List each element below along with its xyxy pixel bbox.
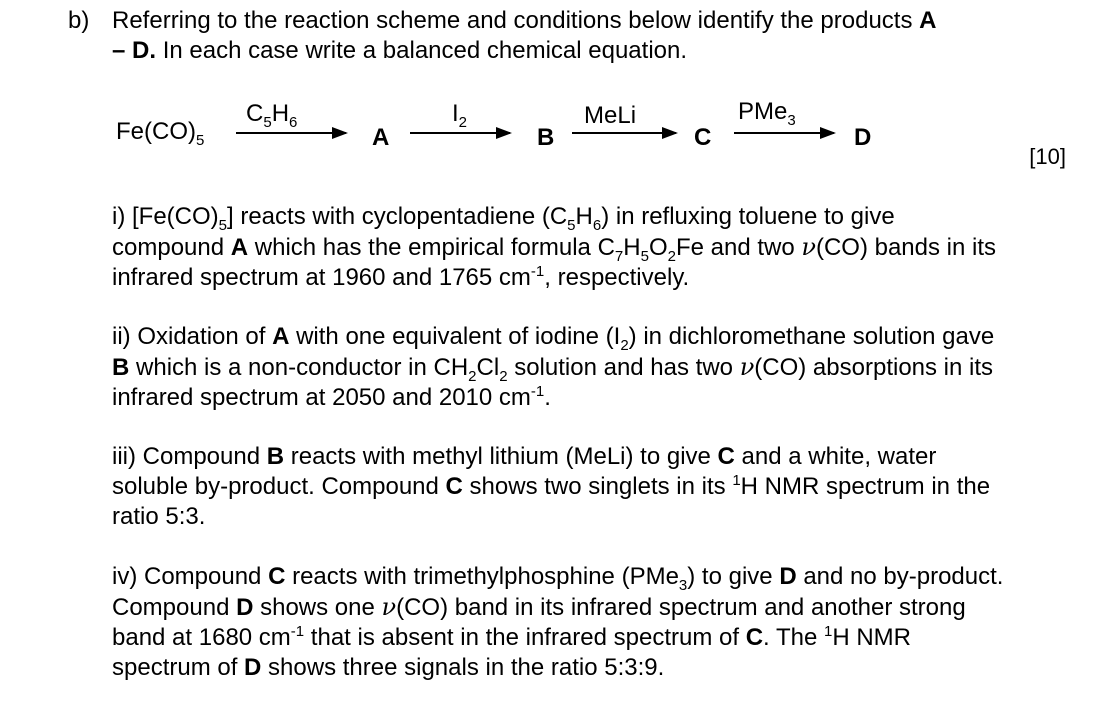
reaction-arrow-2: [410, 132, 510, 134]
reagent-2: $I_2$: [452, 100, 468, 131]
nu-symbol: ν: [739, 353, 755, 381]
product-b: B: [537, 124, 555, 151]
part-iii: iii) Compound B reacts with methyl lithium (MeLi) to give C and a white, water soluble by-product. Compound C shows two singlets in its $^1$H NMR spectrum in the ratio 5:3.: [112, 443, 991, 530]
part-iv: iv) Compound C reacts with trimethylphosphine (PMe$_3$) to give D and no by-product. Compound D shows one ν(CO) band in its infrared spectrum and another strong band at 1680 $cm^{-1}$ that is absent in the infrared spectrum of C. The $^1$H NMR spectrum of D shows three signals in the ratio 5:3:9.: [112, 563, 1004, 681]
reagent-4: PMe$_3$: [738, 98, 796, 129]
reaction-arrow-3: [572, 132, 676, 134]
reagent-3: MeLi: [584, 102, 637, 129]
marks-label: [10]: [1029, 144, 1066, 169]
question-line1-bold: A: [919, 7, 937, 34]
product-c: C: [694, 124, 712, 151]
part-i: i) $[Fe(CO)_5]$ reacts with cyclopentadiene $(C_5H_6)$ in refluxing toluene to give compound A which has the empirical formula $C_7H_5O_2Fe$ and two ν(CO) bands in its infrared spectrum at 1960 and 1765 $cm^{-1}$, respectively.: [112, 203, 997, 291]
reaction-scheme: [0, 90, 1096, 160]
question-line2: In each case write a balanced chemical equation.: [162, 37, 688, 64]
part-ii: ii) Oxidation of A with one equivalent of iodine $(I_2)$ in dichloromethane solution gave B which is a non-conductor in $CH_2Cl_2$ solution and has two ν(CO) absorptions in its infrared spectrum at 2050 and 2010 $cm^{-1}$.: [112, 323, 995, 411]
reaction-arrow-1: [236, 132, 346, 134]
product-a: A: [372, 124, 390, 151]
question-line1: Referring to the reaction scheme and conditions below identify the products: [112, 7, 913, 34]
product-d: D: [854, 124, 872, 151]
start-material: $Fe(CO)_5$: [116, 118, 205, 149]
reaction-arrow-4: [734, 132, 834, 134]
question-line2-bold: – D.: [112, 37, 157, 64]
nu-symbol: ν: [801, 233, 816, 261]
reagent-1: $C_5H_6$: [246, 100, 298, 131]
question-number: b): [68, 7, 90, 34]
nu-symbol: ν: [381, 593, 397, 621]
question-text: [112, 6, 1032, 66]
